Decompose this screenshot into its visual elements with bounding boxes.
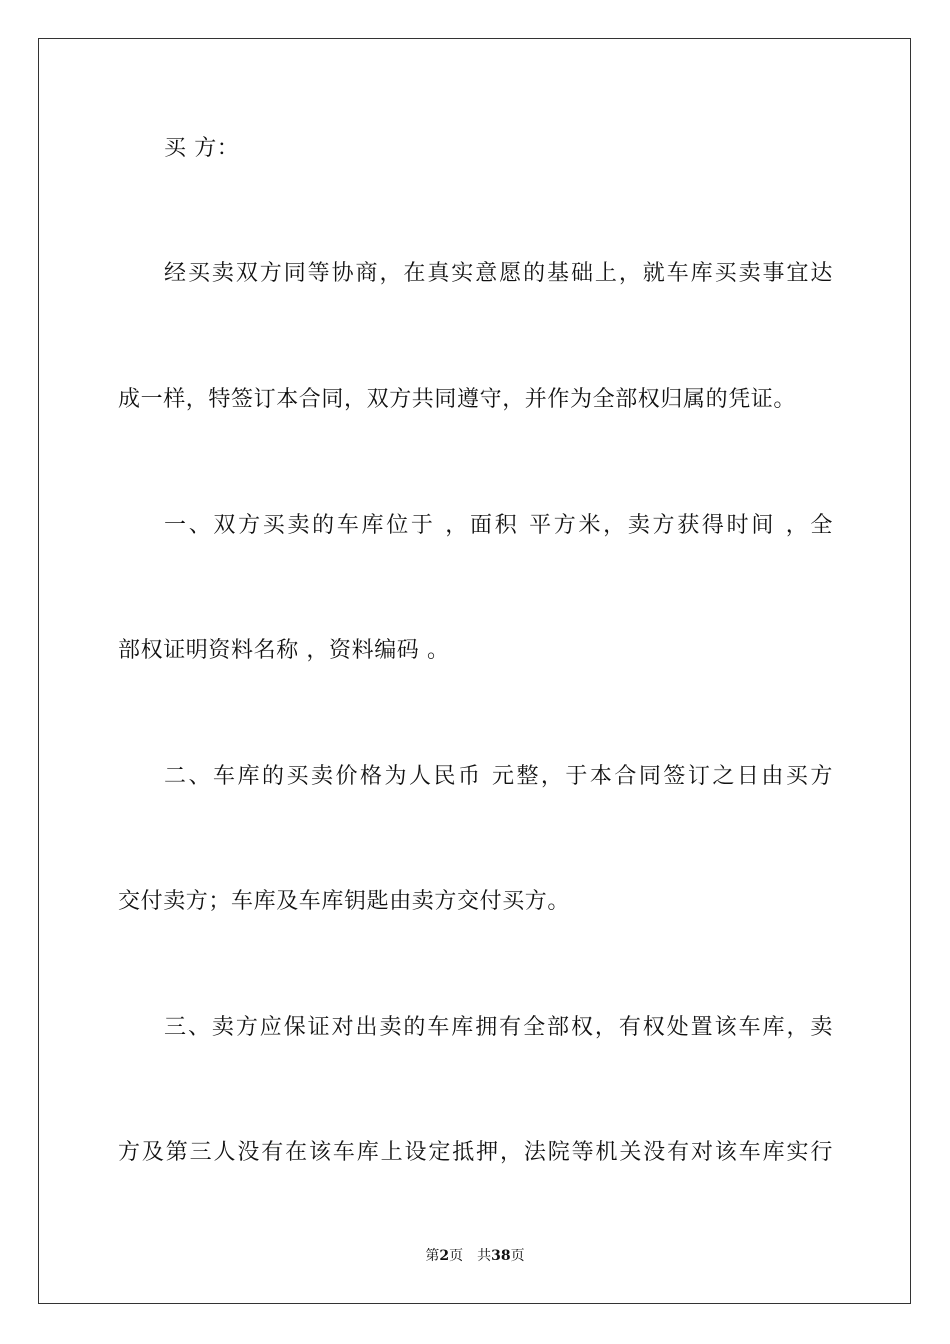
clause-3-line: 方及第三人没有在该车库上设定抵押，法院等机关没有对该车库实行 <box>118 1140 833 1165</box>
clause-1-line: 部权证明资料名称 ，资料编码 。 <box>118 638 450 663</box>
paragraph-line: 经买卖双方同等协商，在真实意愿的基础上，就车库买卖事宜达 <box>164 261 833 286</box>
clause-2-line: 交付卖方；车库及车库钥匙由卖方交付买方。 <box>118 889 571 914</box>
page-suffix: 页 <box>449 1248 464 1264</box>
page-current: 2 <box>439 1248 450 1264</box>
paragraph-line: 成一样，特签订本合同，双方共同遵守，并作为全部权归属的凭证。 <box>118 387 797 412</box>
clause-3-line: 三、卖方应保证对出卖的车库拥有全部权，有权处置该车库，卖 <box>164 1015 833 1040</box>
page-border <box>38 38 911 1304</box>
total-suffix: 页 <box>510 1248 525 1264</box>
total-prefix: 共 <box>477 1248 492 1264</box>
page-total: 38 <box>491 1248 511 1264</box>
clause-2-line: 二、车库的买卖价格为人民币 元整，于本合同签订之日由买方 <box>164 764 833 789</box>
buyer-label-line: 买 方： <box>164 136 240 161</box>
clause-1-line: 一、双方买卖的车库位于 ，面积 平方米，卖方获得时间 ，全 <box>164 513 833 538</box>
page-footer <box>0 1247 950 1265</box>
page-prefix: 第 <box>425 1248 440 1264</box>
